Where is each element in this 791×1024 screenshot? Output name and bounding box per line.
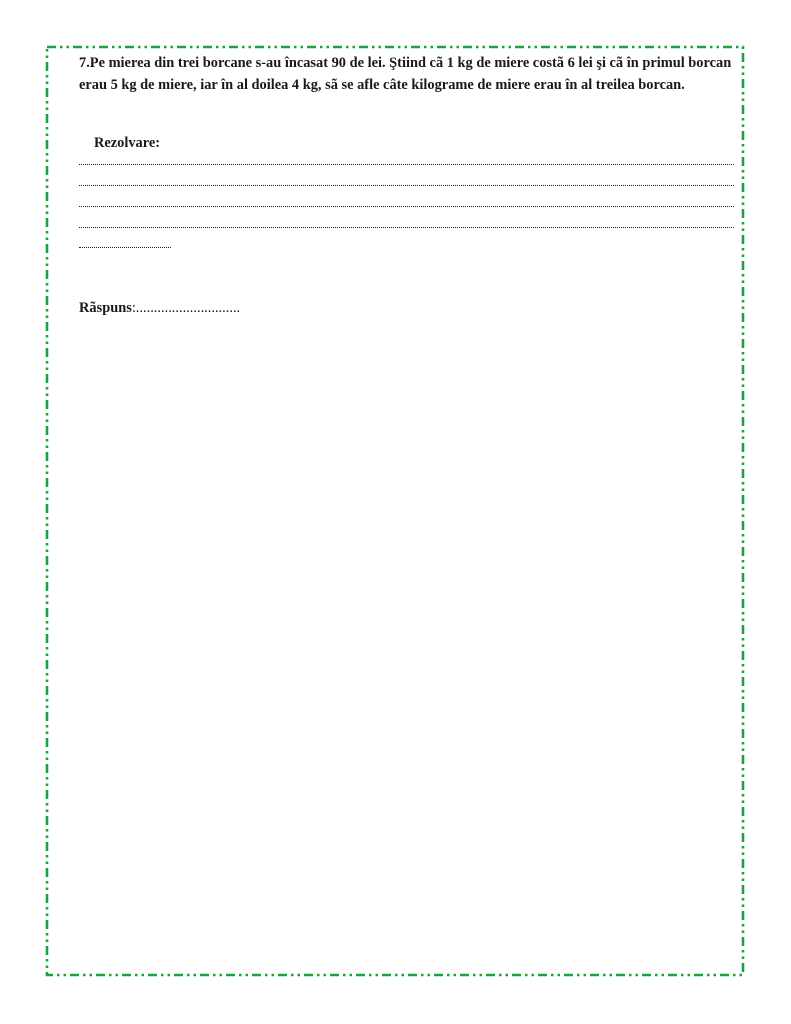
solution-label: Rezolvare: [94,135,161,151]
answer-line[interactable] [79,206,734,207]
answer-line[interactable] [79,247,171,248]
answer-line[interactable] [79,227,734,228]
answer-row[interactable] [79,298,240,318]
answer-blank[interactable]: :............................. [131,300,241,316]
answer-label: Rãspuns [79,300,132,316]
answer-line[interactable] [79,185,734,186]
answer-line[interactable] [79,164,734,165]
problem-statement: 7.Pe mierea din trei borcane s-au încasat 90 de lei. Ştiind cã 1 kg de miere costã 6 lei şi cã în primul borcan erau 5 kg de miere, iar în al doilea 4 kg, sã se afle câte kilograme de miere erau în al treilea borcan. [79,55,732,93]
